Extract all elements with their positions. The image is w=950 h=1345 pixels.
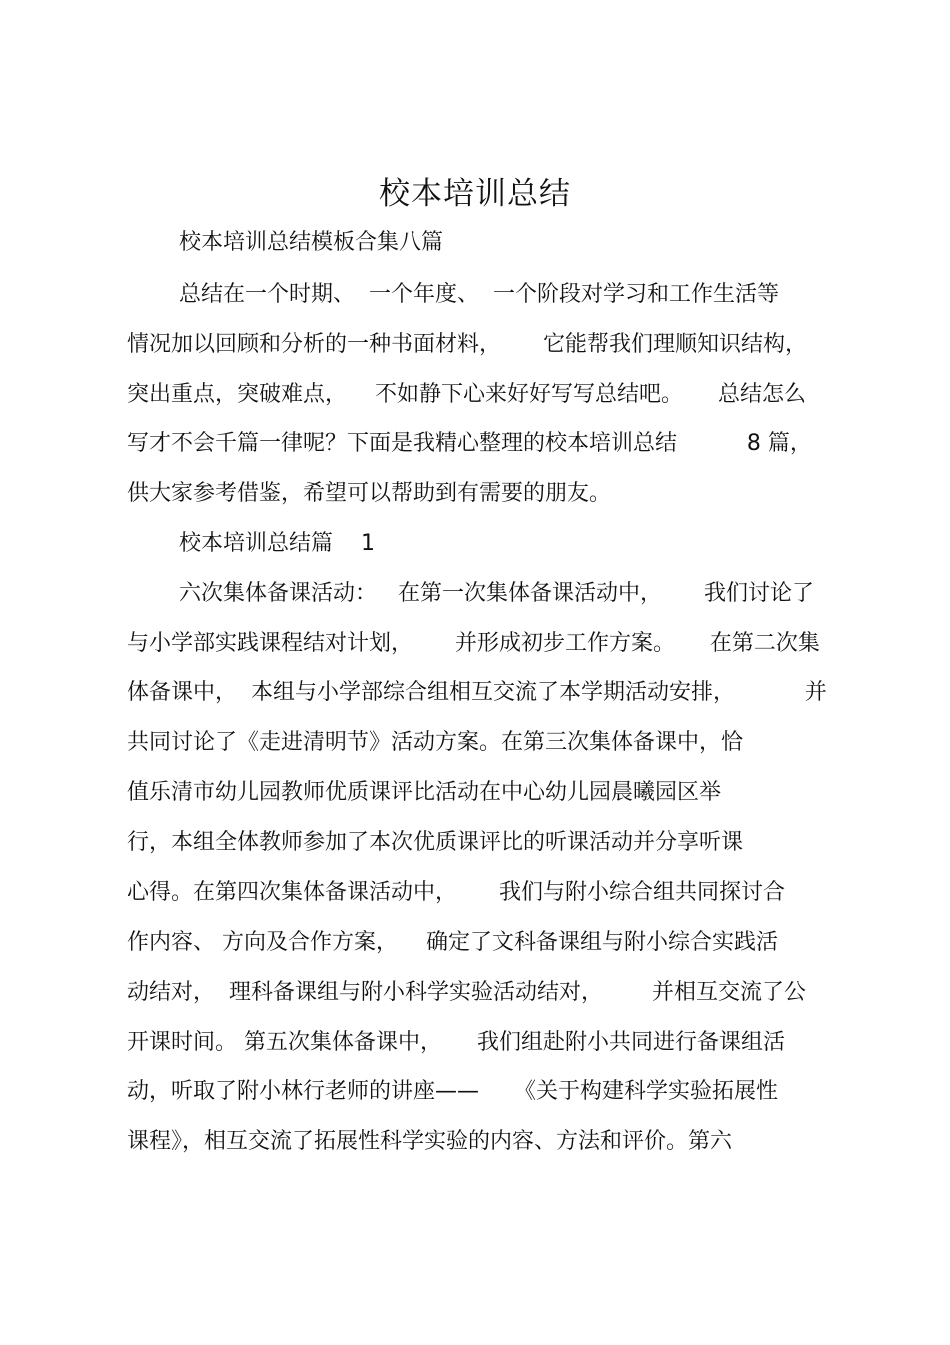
document-subtitle: 校本培训总结模板合集八篇 bbox=[179, 230, 444, 255]
intro-line: 供大家参考借鉴，希望可以帮助到有需要的朋友。 bbox=[127, 481, 612, 506]
body-line: 课程》，相互交流了拓展性科学实验的内容、方法和评价。第六 bbox=[127, 1129, 733, 1154]
body-line: 作内容、 方向及合作方案， 确定了文科备课组与附小综合实践活 bbox=[127, 930, 778, 955]
body-line: 动结对， 理科备课组与附小科学实验活动结对， 并相互交流了公 bbox=[127, 980, 806, 1005]
section-heading: 校本培训总结篇 1 bbox=[179, 531, 375, 556]
body-line: 开课时间。 第五次集体备课中， 我们组赴附小共同进行备课组活 bbox=[127, 1030, 785, 1055]
body-line: 行，本组全体教师参加了本次优质课评比的听课活动并分享听课 bbox=[127, 830, 744, 855]
document-title: 校本培训总结 bbox=[379, 176, 571, 212]
body-line: 共同讨论了《走进清明节》活动方案。在第三次集体备课中，恰 bbox=[127, 730, 744, 755]
body-line: 与小学部实践课程结对计划， 并形成初步工作方案。 在第二次集 bbox=[127, 631, 820, 656]
body-line: 动，听取了附小林行老师的讲座—— 《关于构建科学实验拓展性 bbox=[127, 1079, 778, 1104]
intro-line: 总结在一个时期、 一个年度、 一个阶段对学习和工作生活等 bbox=[179, 282, 779, 307]
intro-line: 写才不会千篇一律呢？下面是我精心整理的校本培训总结 8 篇， bbox=[127, 431, 812, 456]
body-line: 心得。在第四次集体备课活动中， 我们与附小综合组共同探讨合 bbox=[127, 880, 785, 905]
body-line: 体备课中， 本组与小学部综合组相互交流了本学期活动安排， 并 bbox=[127, 680, 827, 705]
body-line: 值乐清市幼儿园教师优质课评比活动在中心幼儿园晨曦园区举 bbox=[127, 780, 722, 805]
intro-line: 情况加以回顾和分析的一种书面材料， 它能帮我们理顺知识结构， bbox=[127, 332, 807, 357]
body-line: 六次集体备课活动： 在第一次集体备课活动中， 我们讨论了 bbox=[179, 581, 814, 606]
intro-line: 突出重点，突破难点， 不如静下心来好好写写总结吧。 总结怎么 bbox=[127, 382, 806, 407]
